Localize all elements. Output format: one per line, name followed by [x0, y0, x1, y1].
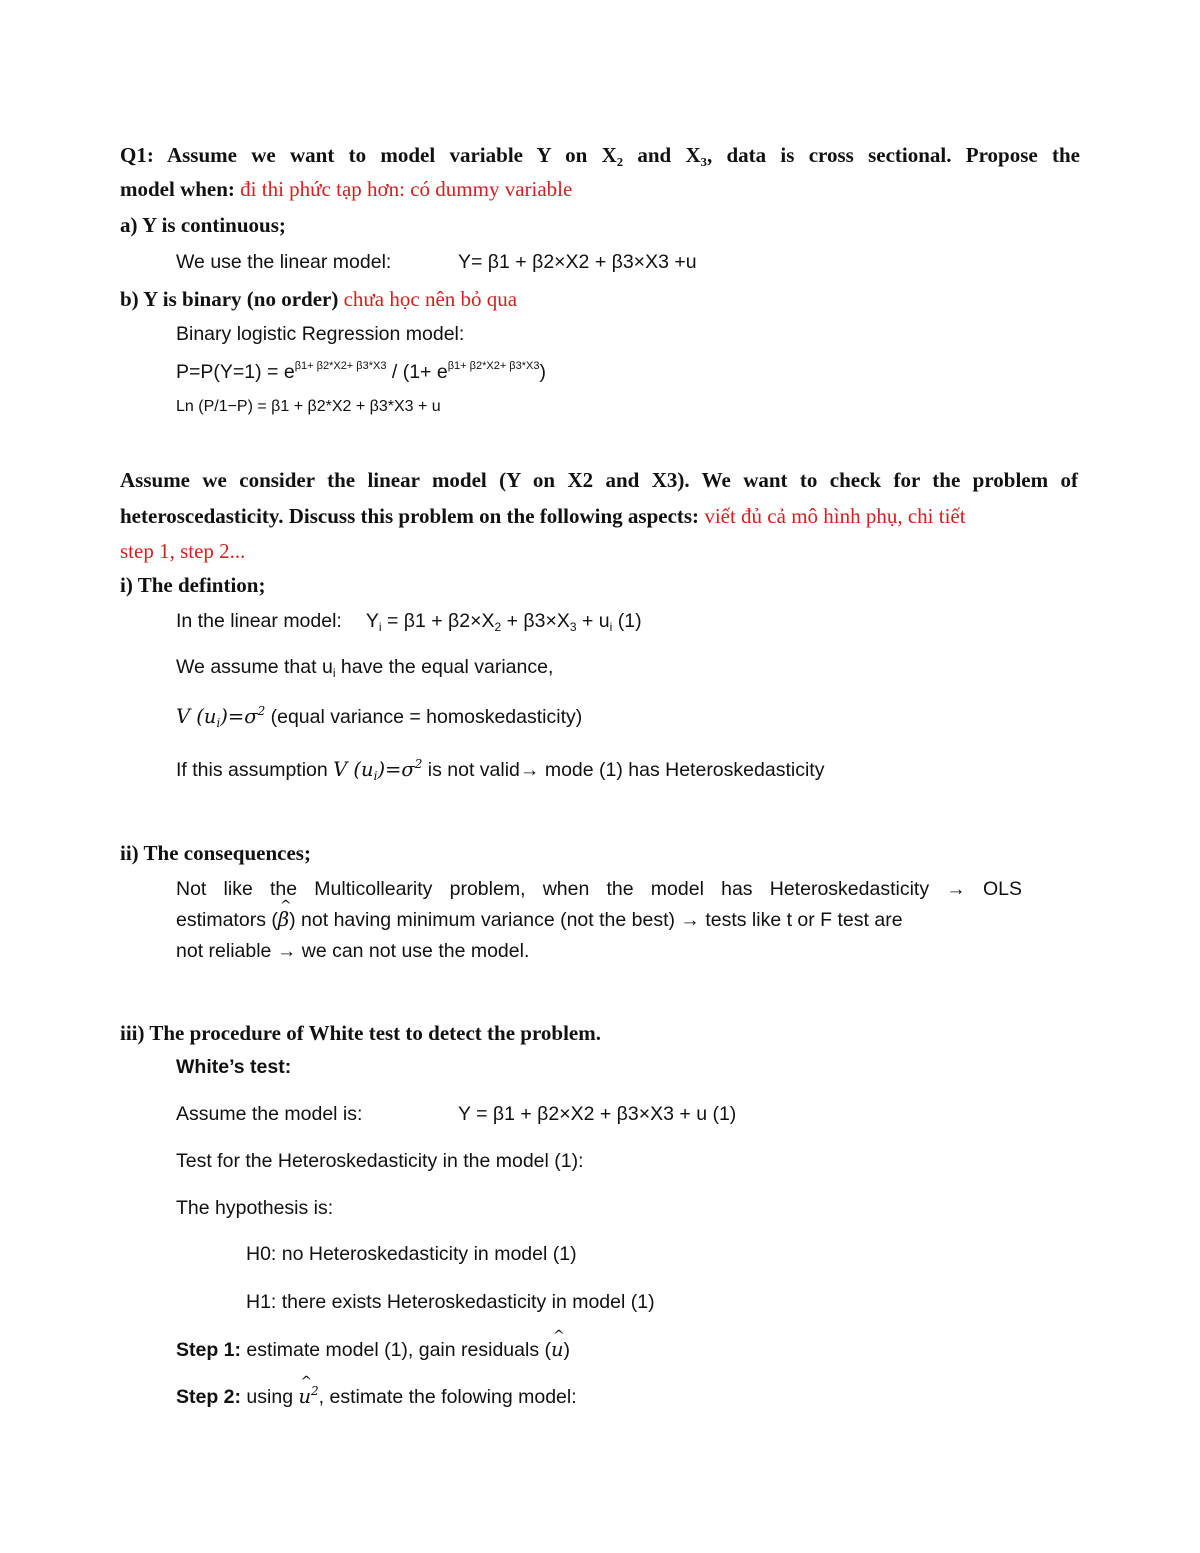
q1-part-a-text: We use the linear model: [176, 251, 392, 273]
section-i-variance: V $(u_i)=\sigma^2$ (equal variance = homoskedasticity) [176, 704, 583, 730]
q2-teacher-note: viết đủ cả mô hình phụ, chi tiết [704, 504, 966, 528]
q2-intro-line-1: Assume we consider the linear model (Y on X2 and X3). We want to check for the problem of [120, 468, 1078, 492]
u-hat-symbol: ^ u [551, 1338, 564, 1361]
white-test-title: White’s test: [176, 1056, 292, 1078]
section-i-violation: If this assumption V $(u_i)=\sigma^2$ is not valid→ mode (1) has Heteroskedasticity [176, 757, 825, 783]
q1-part-b-label: b) Y is binary (no order) chưa học nên bỏ qua [120, 287, 518, 311]
q1-part-a-label: a) Y is continuous; [120, 213, 286, 237]
section-ii-line-2: estimators (^ β) not having minimum variance (not the best) → tests like t or F test are [176, 908, 903, 932]
beta-hat-symbol: ^ β [278, 908, 289, 931]
section-ii-line-3: not reliable → we can not use the model. [176, 940, 530, 962]
q1-title-line-2: model when: đi thi phức tạp hơn: có dummy variable [120, 177, 573, 201]
q1-title-line: Q1: Assume we want to model variable Y on X₂ and X₃, data is cross sectional. Propose the [120, 143, 1080, 167]
q1-part-b-logit-formula: Ln (P/1−P) = β1 + β2*X2 + β3*X3 + u [176, 398, 441, 415]
u-hat-squared-symbol: ^ $u^2$ [298, 1384, 318, 1408]
h0-text: H0: no Heteroskedasticity in model (1) [246, 1243, 577, 1265]
section-iii-label: iii) The procedure of White test to detect the problem. [120, 1021, 601, 1045]
h1-text: H1: there exists Heteroskedasticity in model (1) [246, 1291, 655, 1313]
hypothesis-text: The hypothesis is: [176, 1197, 334, 1219]
section-i-label: i) The defintion; [120, 573, 266, 597]
assume-model-formula: Y = β1 + β2×X2 + β3×X3 + u (1) [458, 1103, 737, 1125]
q1-part-b-note: chưa học nên bỏ qua [343, 287, 518, 311]
q1-part-b-prob-formula: $P=P(Y=1) = e^{\beta 1+ \beta 2*X2+ \beta 3*X3} / (1+ e^{\beta 1+ \beta 2*X2+ \beta 3*X3})$ [176, 360, 546, 383]
section-i-model: In the linear model: $Y_i = \beta 1 + \beta 2\times X_2 + \beta 3\times X_3 + u_i$ (1) [176, 610, 642, 634]
section-ii-line-1: Not like the Multicollearity problem, when the model has Heteroskedasticity → OLS [176, 878, 1022, 900]
test-for-text: Test for the Heteroskedasticity in the model (1): [176, 1150, 584, 1172]
variance-formula: V $(u_i)=\sigma^2$ [176, 704, 266, 730]
step-2: Step 2: using ^ $u^2$, estimate the folowing model: [176, 1384, 577, 1409]
q1-part-a-formula: Y= β1 + β2×X2 + β3×X3 +u [458, 251, 697, 273]
assume-model-text: Assume the model is: [176, 1103, 363, 1125]
section-ii-label: ii) The consequences; [120, 841, 311, 865]
step-1: Step 1: estimate model (1), gain residuals (^ u) [176, 1338, 570, 1362]
q2-teacher-note-cont: step 1, step 2... [120, 539, 246, 563]
q1-part-b-model: Binary logistic Regression model: [176, 323, 465, 345]
section-i-assumption: We assume that $u_i$ have the equal variance, [176, 656, 554, 680]
q2-intro-line-2: heteroscedasticity. Discuss this problem on the following aspects: viết đủ cả mô hình phụ, chi tiết [120, 504, 966, 528]
variance-formula-inline: V $(u_i)=\sigma^2$ [333, 757, 423, 783]
q1-teacher-note: đi thi phức tạp hơn: có dummy variable [240, 177, 573, 201]
